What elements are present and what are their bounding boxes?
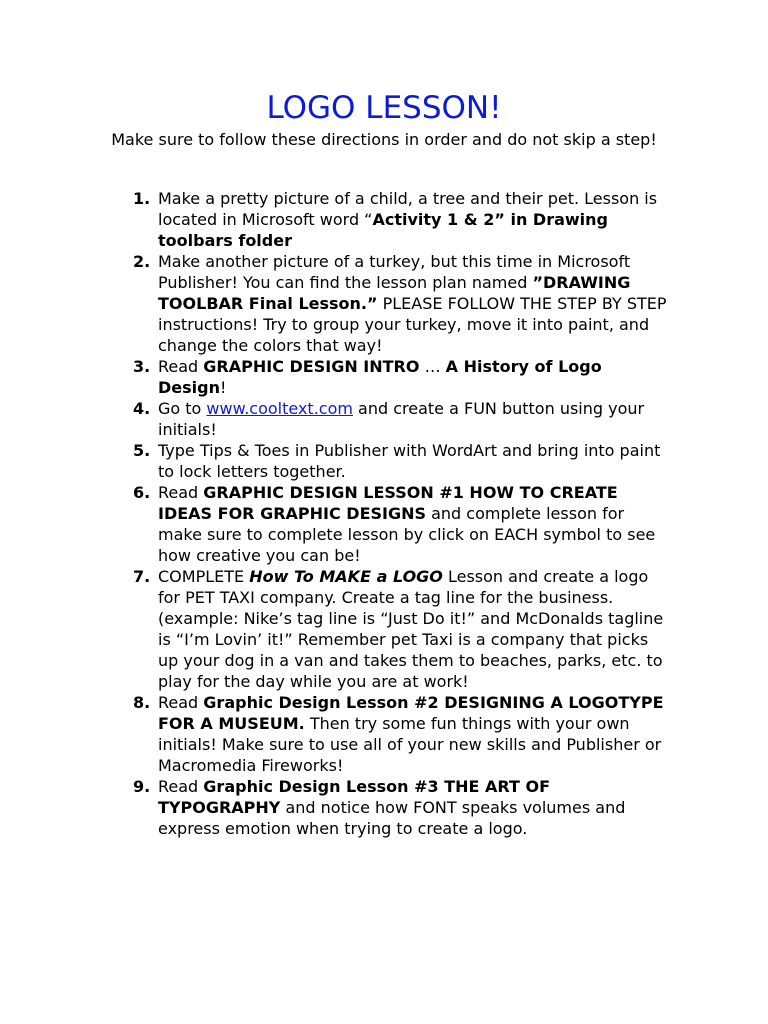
step-number: 2. [133,252,151,271]
steps-list [133,188,668,839]
step-text: Read [158,357,204,376]
step-text: Make a pretty picture of a child, a tree and their pet. Lesson is located in Microsoft word “ [158,189,658,229]
step-number: 4. [133,399,151,418]
step-bold-italic-text: How To MAKE a LOGO [249,567,443,586]
step-bold-text: Graphic Design Lesson #2 DESIGNING A LOGOTYPE FOR A MUSEUM. [158,693,664,733]
step-number: 7. [133,567,151,586]
step-bold-text: A History of Logo Design [158,357,602,397]
page-title: LOGO LESSON! [266,90,502,126]
step-number: 8. [133,693,151,712]
step-text: COMPLETE [158,567,250,586]
list-item [133,440,668,482]
step-text: Go to [158,399,207,418]
list-item [133,398,668,440]
step-bold-text: GRAPHIC DESIGN INTRO [203,357,420,376]
step-text: Read [158,483,204,502]
step-text: Lesson and create a logo for PET TAXI company. Create a tag line for the business. (example: Nike’s tag line is “Just Do it!” and McDonalds tagline is “I’m Lovin’ it!” Remember pet Taxi is a company that picks up your dog in a van and takes them to beaches, parks, etc. to play for the day while you are at work! [158,567,664,691]
step-number: 3. [133,357,151,376]
list-item [133,566,668,692]
list-item [133,188,668,251]
step-text: Then try some fun things with your own initials! Make sure to use all of your new skills and Publisher or Macromedia Fireworks! [158,714,662,775]
step-text: PLEASE FOLLOW THE STEP BY STEP instructions! Try to group your turkey, move it into paint, and change the colors that way! [158,294,667,355]
step-number: 1. [133,189,151,208]
step-text: ! [219,378,227,397]
step-bold-text: Graphic Design Lesson #3 THE ART OF TYPOGRAPHY [158,777,551,817]
step-text: … [419,357,446,376]
step-number: 9. [133,777,151,796]
instructions-subtitle: Make sure to follow these directions in order and do not skip a step! [111,130,657,149]
cooltext-link[interactable]: www.cooltext.com [206,399,353,418]
list-item [133,482,668,566]
step-bold-text: Activity 1 & 2” in Drawing toolbars folder [158,210,608,250]
step-bold-text: ”DRAWING TOOLBAR Final Lesson.” [158,273,631,313]
step-text: and create a FUN button using your initials! [158,399,645,439]
step-number: 5. [133,441,151,460]
step-text: Type Tips & Toes in Publisher with WordArt and bring into paint to lock letters together. [158,441,661,481]
list-item [133,356,668,398]
step-bold-text: GRAPHIC DESIGN LESSON #1 HOW TO CREATE IDEAS FOR GRAPHIC DESIGNS [158,483,618,523]
list-item [133,776,668,839]
step-text: and notice how FONT speaks volumes and express emotion when trying to create a logo. [158,798,626,838]
step-text: Read [158,693,204,712]
step-text: Make another picture of a turkey, but this time in Microsoft Publisher! You can find the lesson plan named [158,252,631,292]
list-item [133,692,668,776]
list-item [133,251,668,356]
step-text: Read [158,777,204,796]
step-text: and complete lesson for make sure to complete lesson by click on EACH symbol to see how creative you can be! [158,504,656,565]
step-number: 6. [133,483,151,502]
